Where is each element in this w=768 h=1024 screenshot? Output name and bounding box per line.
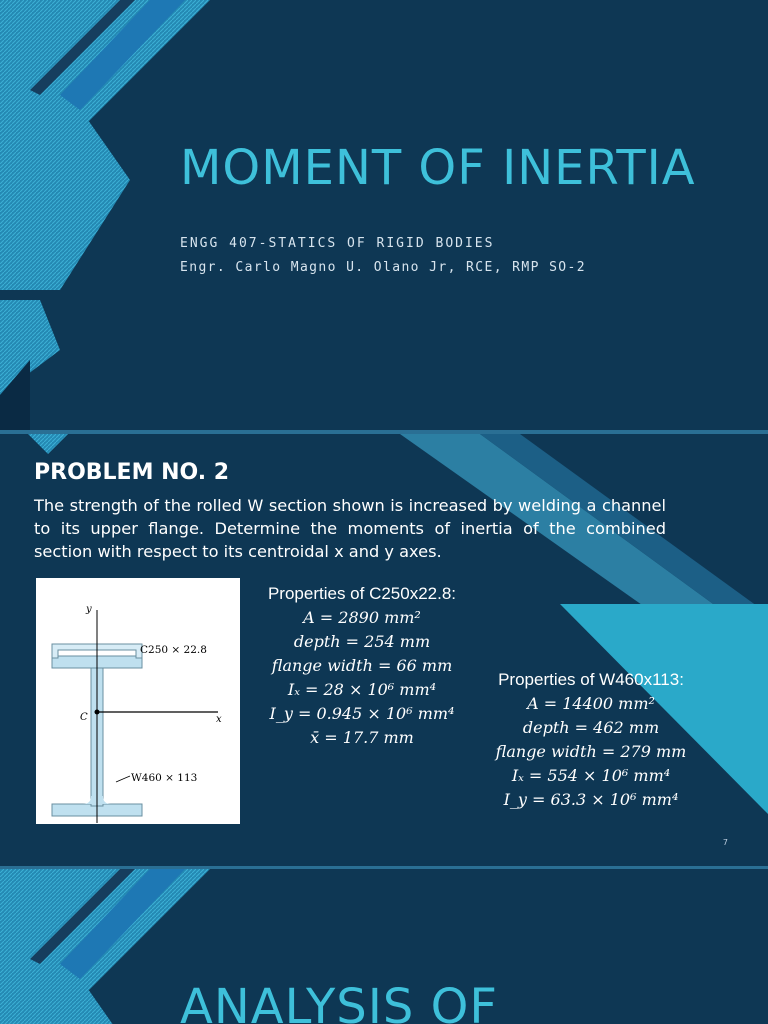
page-number: 7 [722,838,728,847]
slide-analysis[interactable] [0,869,768,1024]
slide-title-heading: ANALYSIS OF [180,979,499,1024]
problem-statement: The strength of the rolled W section shown is increased by welding a channel to its upper flange. Determine the moments of inertia of the combined section with respect to its centroidal x and y axes. [34,496,666,561]
centroid-label: C [80,712,88,723]
slide-title-heading: MOMENT OF INERTIA [180,140,696,196]
w-shape-label: W460 × 113 [131,772,198,784]
channel-ix: Iₓ = 28 × 10⁶ mm⁴ [287,680,437,699]
channel-label: C250 × 22.8 [140,644,207,656]
w-iy: I_y = 63.3 × 10⁶ mm⁴ [503,790,679,809]
w-flange-width: flange width = 279 mm [495,742,687,761]
channel-area: A = 2890 mm² [303,608,421,627]
channel-flange-width: flange width = 66 mm [271,656,453,675]
course-subtitle: ENGG 407-STATICS OF RIGID BODIES [180,236,495,251]
channel-properties-heading: Properties of C250x22.8: [267,584,457,603]
channel-xbar: x̄ = 17.7 mm [310,728,414,747]
slide-title[interactable] [0,0,768,430]
centroid-dot [95,710,100,715]
x-axis-label: x [216,714,222,725]
slide-decoration [0,0,768,430]
w-depth: depth = 462 mm [522,718,660,737]
channel-properties [250,584,474,750]
problem-heading: PROBLEM NO. 2 [34,460,230,485]
y-axis-label: y [86,604,92,615]
slide-problem[interactable] [0,434,768,866]
channel-depth: depth = 254 mm [293,632,431,651]
instructor-subtitle: Engr. Carlo Magno U. Olano Jr, RCE, RMP SO-2 [180,260,586,275]
w-ix: Iₓ = 554 × 10⁶ mm⁴ [511,766,671,785]
channel-iy: I_y = 0.945 × 10⁶ mm⁴ [269,704,455,723]
w-area: A = 14400 mm² [527,694,655,713]
w-properties-heading: Properties of W460x113: [498,670,684,689]
w-section-properties [480,670,702,812]
section-figure [36,578,240,824]
w-section-diagram [36,578,240,824]
